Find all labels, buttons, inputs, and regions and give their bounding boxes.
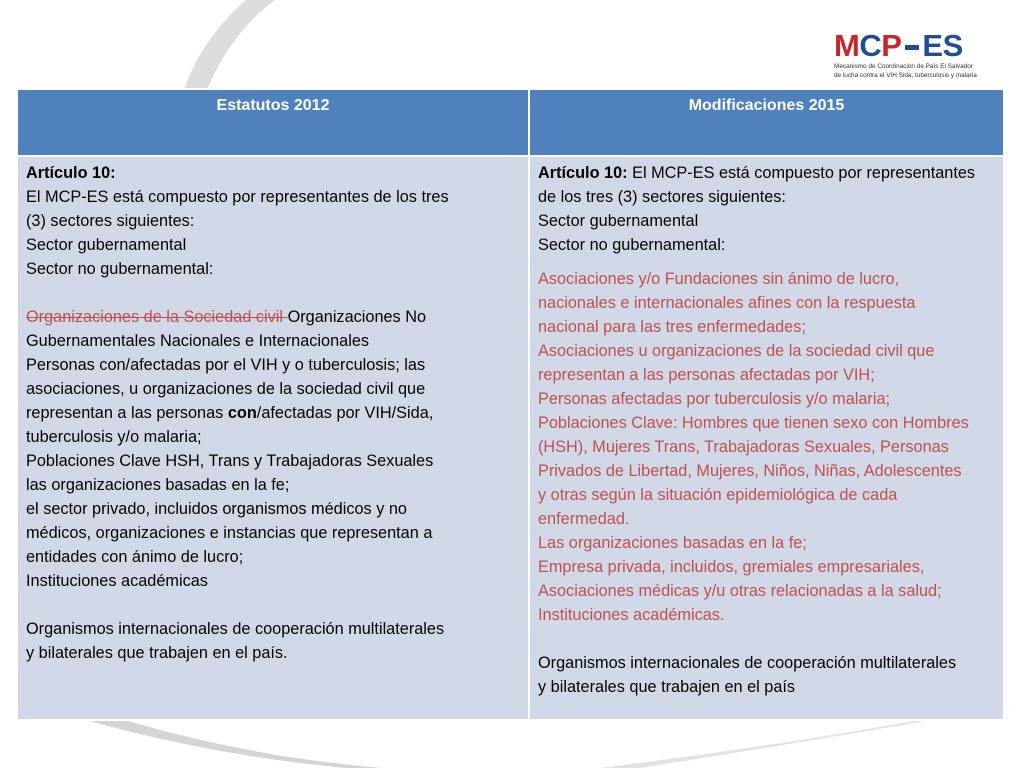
right-sector-nongov: Sector no gubernamental: bbox=[538, 236, 726, 254]
right-red-line: nacional para las tres enfermedades; bbox=[538, 318, 806, 336]
spacer bbox=[26, 593, 520, 617]
spacer bbox=[26, 281, 520, 305]
right-intl-2: y bilaterales que trabajen en el país bbox=[538, 678, 796, 696]
struck-text: Organizaciones de la Sociedad civil bbox=[26, 308, 288, 326]
right-red-line: Instituciones académicas. bbox=[538, 606, 725, 624]
logo-letter-c: C bbox=[859, 28, 882, 63]
spacer bbox=[538, 627, 995, 651]
right-heading-line: Artículo 10: El MCP-ES está compuesto por representantes bbox=[538, 164, 976, 182]
logo-letter-m: M bbox=[834, 28, 860, 63]
left-persons-4: tuberculosis y/o malaria; bbox=[26, 428, 202, 446]
logo-subtitle-2: de lucha contra el VIH Sida, tuberculosis y malaria bbox=[834, 71, 977, 79]
left-persons-3: representan a las personas con/afectadas por VIH/Sida, bbox=[26, 404, 434, 422]
left-private-3: entidades con ánimo de lucro; bbox=[26, 548, 244, 566]
right-red-line: Asociaciones y/o Fundaciones sin ánimo de lucro, bbox=[538, 270, 900, 288]
statutes-comparison-table bbox=[16, 88, 1005, 721]
table-body-row bbox=[17, 156, 1004, 720]
cell-modificaciones-2015 bbox=[529, 156, 1004, 720]
left-sector-gov: Sector gubernamental bbox=[26, 236, 187, 254]
left-private-2: médicos, organizaciones e instancias que representan a bbox=[26, 524, 433, 542]
right-red-line: Asociaciones médicas y/u otras relacionadas a la salud; bbox=[538, 582, 942, 600]
cell-estatutos-2012 bbox=[17, 156, 529, 720]
header-estatutos-2012: Estatutos 2012 bbox=[17, 89, 529, 156]
right-red-line: y otras según la situación epidemiológica de cada bbox=[538, 486, 898, 504]
right-intl-1: Organismos internacionales de cooperación multilaterales bbox=[538, 654, 957, 672]
left-ong-line-1: Organizaciones de la Sociedad civil Organizaciones No bbox=[26, 308, 427, 326]
logo-mark bbox=[834, 30, 986, 62]
right-red-line: Poblaciones Clave: Hombres que tienen sexo con Hombres bbox=[538, 414, 969, 432]
right-intro-2: de los tres (3) sectores siguientes: bbox=[538, 188, 786, 206]
left-intro-1: El MCP-ES está compuesto por representantes de los tres bbox=[26, 188, 449, 206]
mcp-es-logo bbox=[834, 30, 986, 82]
right-red-line: representan a las personas afectadas por VIH; bbox=[538, 366, 875, 384]
left-persons-2: asociaciones, u organizaciones de la sociedad civil que bbox=[26, 380, 426, 398]
logo-letter-p: P bbox=[881, 28, 902, 63]
table-header-row bbox=[17, 89, 1004, 156]
left-sector-nongov: Sector no gubernamental: bbox=[26, 260, 214, 278]
logo-subtitle-1: Mecanismo de Coordinación de País El Salvador bbox=[834, 63, 973, 70]
logo-dash bbox=[905, 45, 919, 50]
left-heading: Artículo 10: bbox=[26, 164, 116, 182]
left-persons-1: Personas con/afectadas por el VIH y o tuberculosis; las bbox=[26, 356, 426, 374]
spacer bbox=[538, 257, 995, 267]
logo-es: ES bbox=[922, 28, 963, 63]
right-red-line: (HSH), Mujeres Trans, Trabajadoras Sexuales, Personas bbox=[538, 438, 949, 456]
right-red-line: Las organizaciones basadas en la fe; bbox=[538, 534, 807, 552]
left-academic: Instituciones académicas bbox=[26, 572, 208, 590]
left-private-1: el sector privado, incluidos organismos médicos y no bbox=[26, 500, 407, 518]
left-faith: las organizaciones basadas en la fe; bbox=[26, 476, 290, 494]
left-ong-line-2: Gubernamentales Nacionales e Internacionales bbox=[26, 332, 370, 350]
right-red-line: nacionales e internacionales afines con la respuesta bbox=[538, 294, 916, 312]
left-intl-1: Organismos internacionales de cooperación multilaterales bbox=[26, 620, 445, 638]
right-red-line: enfermedad. bbox=[538, 510, 630, 528]
right-red-line: Privados de Libertad, Mujeres, Niños, Niñas, Adolescentes bbox=[538, 462, 962, 480]
right-red-line: Asociaciones u organizaciones de la sociedad civil que bbox=[538, 342, 935, 360]
right-red-line: Personas afectadas por tuberculosis y/o malaria; bbox=[538, 390, 891, 408]
header-modificaciones-2015: Modificaciones 2015 bbox=[529, 89, 1004, 156]
right-sector-gov: Sector gubernamental bbox=[538, 212, 699, 230]
left-key-populations: Poblaciones Clave HSH, Trans y Trabajadoras Sexuales bbox=[26, 452, 434, 470]
left-intl-2: y bilaterales que trabajen en el país. bbox=[26, 644, 288, 662]
left-intro-2: (3) sectores siguientes: bbox=[26, 212, 195, 230]
right-red-line: Empresa privada, incluidos, gremiales empresariales, bbox=[538, 558, 925, 576]
swoosh-upper bbox=[182, 0, 275, 95]
